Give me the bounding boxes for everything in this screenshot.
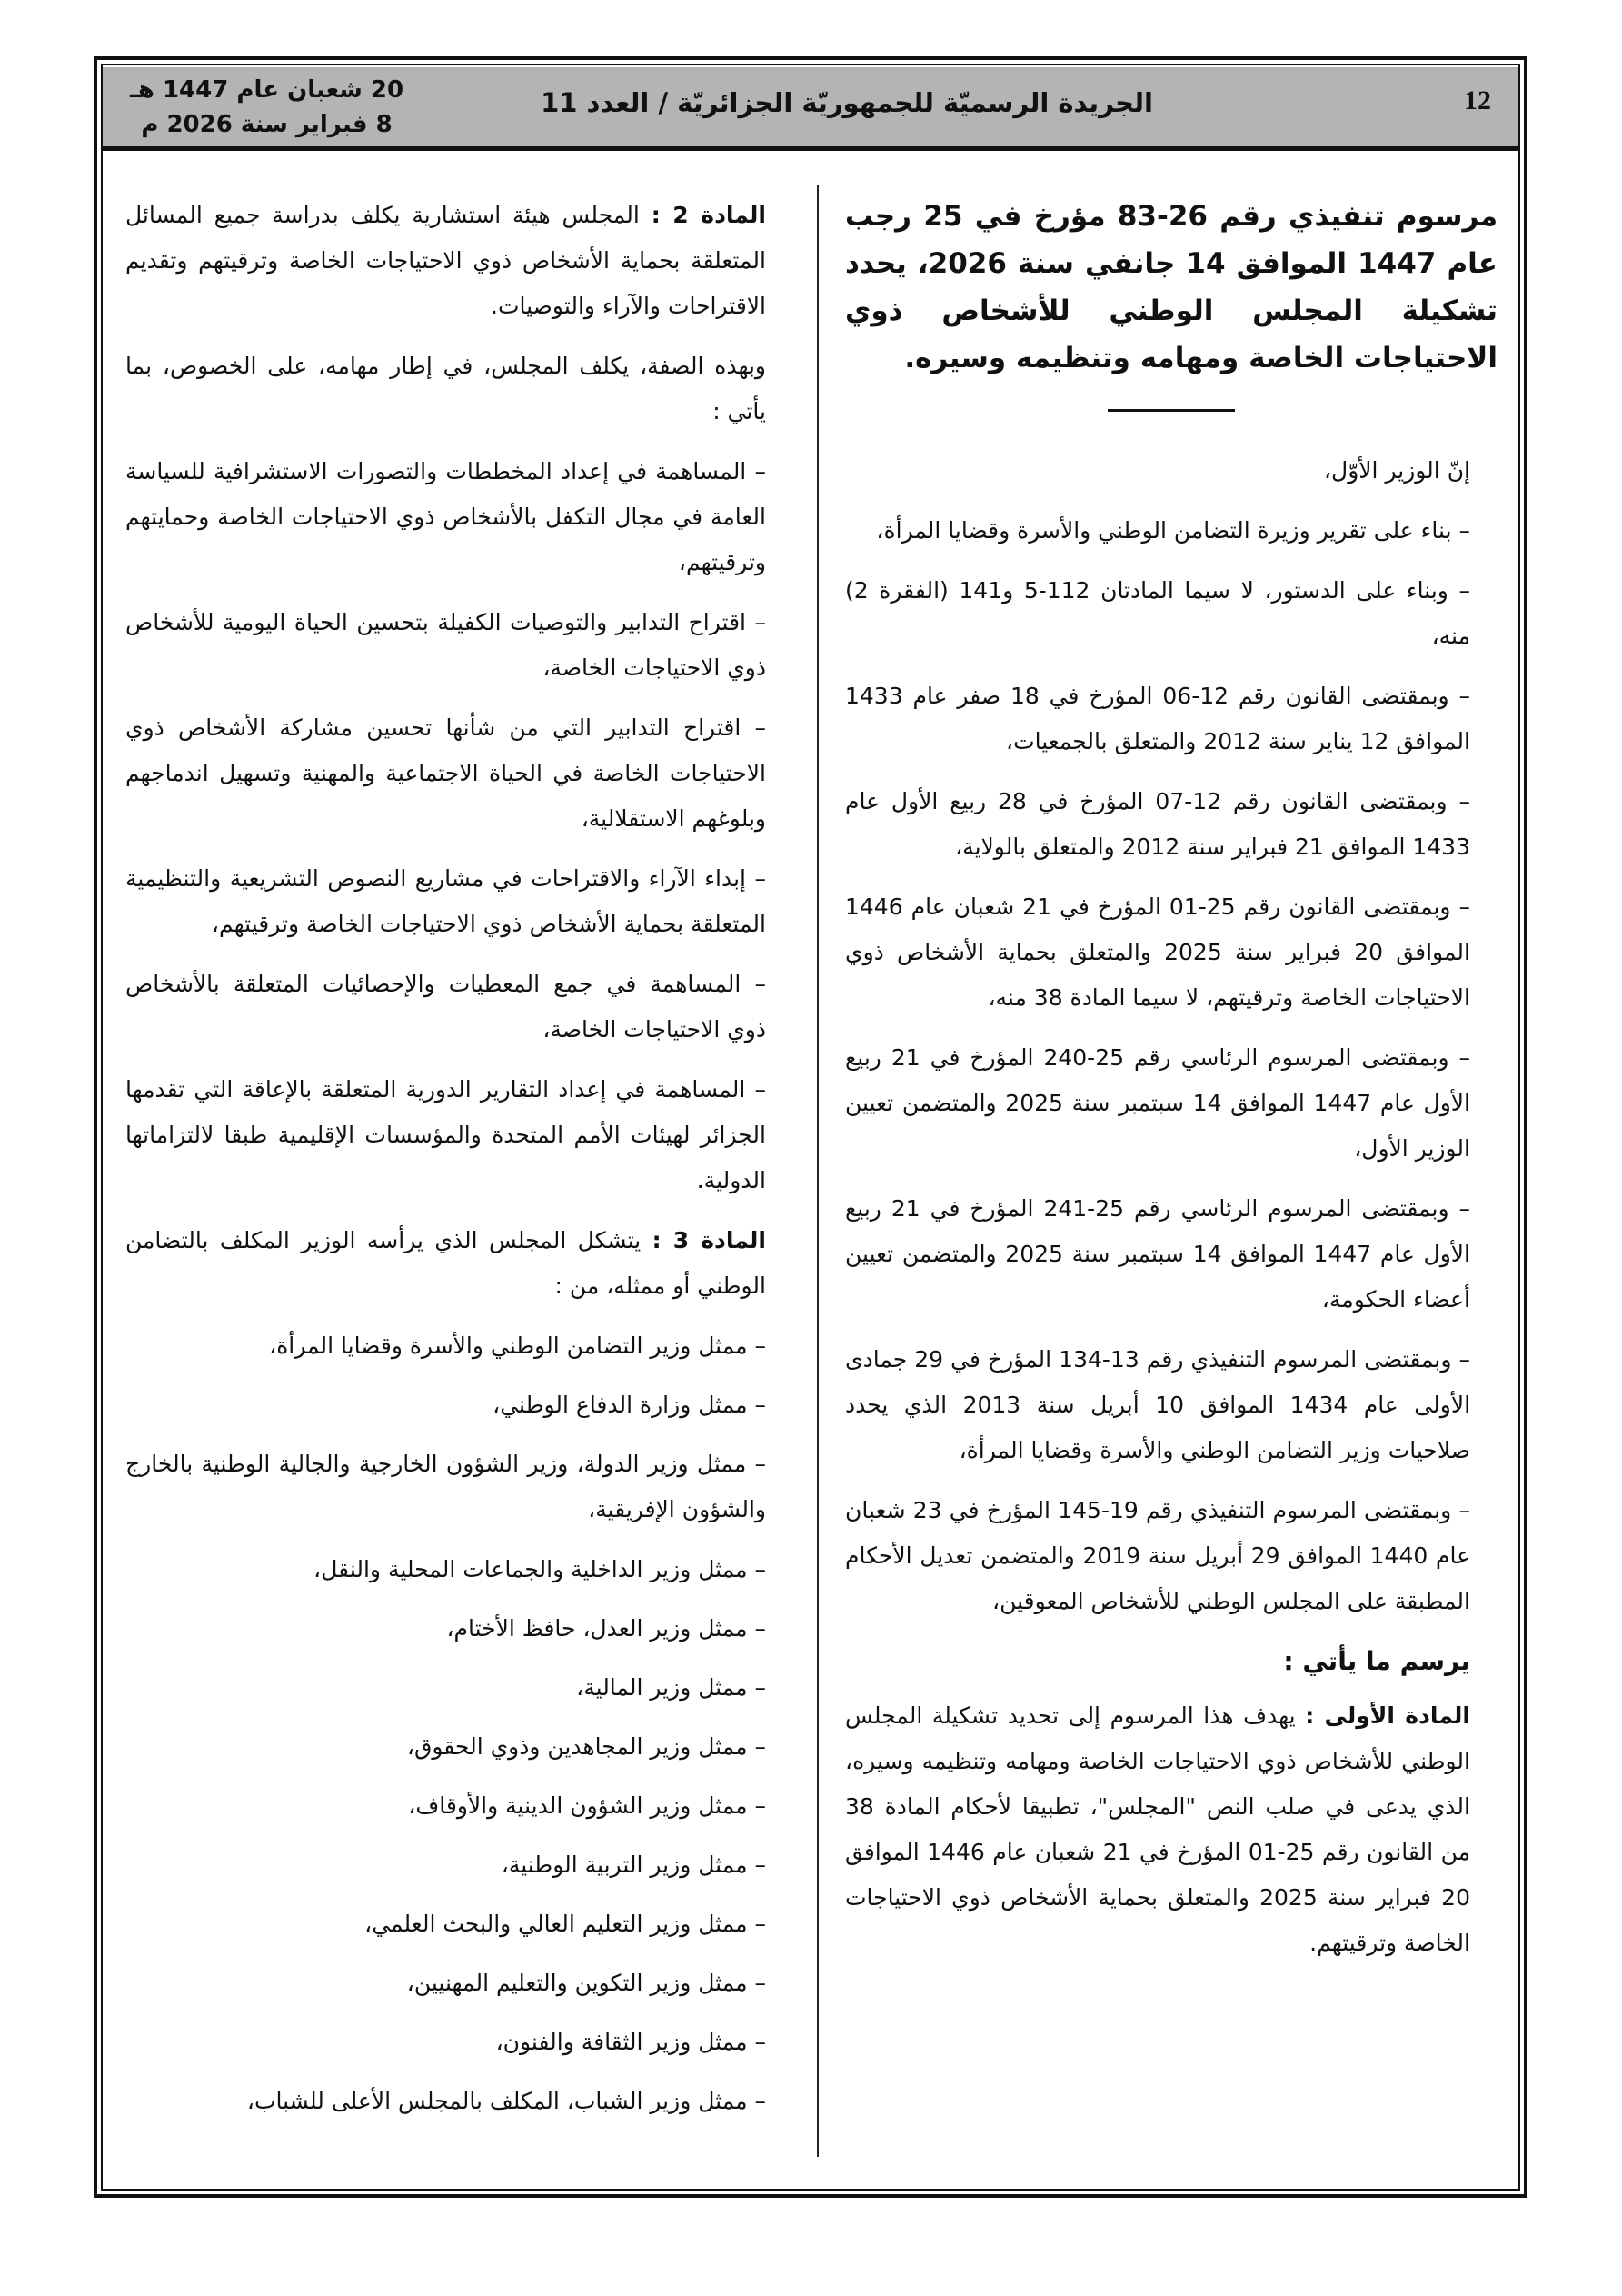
gazette-title: الجريدة الرسميّة للجمهوريّة الجزائريّة / العدد 11 — [541, 87, 1153, 118]
mission-item: – اقتراح التدابير التي من شأنها تحسين مشاركة الأشخاص ذوي الاحتياجات الخاصة في الحياة الاجتماعية والمهنية وتسهيل اندماجهم وبلوغهم الاستقلالية، — [125, 714, 766, 832]
mission-item: – اقتراح التدابير والتوصيات الكفيلة بتحسين الحياة اليومية للأشخاص ذوي الاحتياجات الخاصة، — [125, 609, 766, 681]
title-rule — [1108, 409, 1235, 412]
member-item: – ممثل وزارة الدفاع الوطني، — [493, 1392, 766, 1418]
member-item: – ممثل وزير العدل، حافظ الأختام، — [446, 1615, 766, 1642]
recital: – وبمقتضى القانون رقم 25-01 المؤرخ في 21 شعبان عام 1446 الموافق 20 فبراير سنة 2025 والمتعلق بحماية الأشخاص ذوي الاحتياجات الخاصة وترقيتهم، لا سيما المادة 38 منه، — [845, 893, 1470, 1011]
date-gregorian: 8 فبراير سنة 2026 م — [141, 111, 393, 138]
recital: – وبمقتضى المرسوم الرئاسي رقم 25-240 المؤرخ في 21 ربيع الأول عام 1447 الموافق 14 سبتمبر سنة 2025 والمتضمن تعيين الوزير الأول، — [845, 1044, 1470, 1162]
member-item: – ممثل وزير الداخلية والجماعات المحلية والنقل، — [313, 1556, 766, 1582]
article-label: المادة الأولى : — [1305, 1702, 1470, 1729]
article-text: يهدف هذا المرسوم إلى تحديد تشكيلة المجلس الوطني للأشخاص ذوي الاحتياجات الخاصة ومهامه وتنظيمه وسيره، الذي يدعى في صلب النص "المجلس"، تطبيقا لأحكام المادة 38 من القانون رقم 25-01 المؤرخ في 21 شعبان عام 1446 الموافق 20 فبراير سنة 2025 والمتعلق بحماية الأشخاص ذوي الاحتياجات الخاصة وترقيتهم. — [845, 1702, 1470, 1956]
article-label: المادة 3 : — [652, 1227, 766, 1253]
member-item: – ممثل وزير المجاهدين وذوي الحقوق، — [406, 1733, 766, 1760]
member-item: – ممثل وزير الدولة، وزير الشؤون الخارجية والجالية الوطنية بالخارج والشؤون الإفريقية، — [125, 1451, 766, 1522]
article-3 — [125, 1218, 793, 1309]
member-item: – ممثل وزير المالية، — [576, 1674, 766, 1701]
article-1 — [845, 1693, 1498, 1966]
decrees-heading: يرسم ما يأتي : — [1283, 1646, 1470, 1676]
column-divider — [817, 185, 819, 2157]
right-column — [845, 193, 1498, 1981]
article-2 — [125, 193, 793, 329]
gazette-header — [103, 67, 1518, 151]
article-2-intro: وبهذه الصفة، يكلف المجلس، في إطار مهامه، على الخصوص، بما يأتي : — [125, 353, 766, 424]
member-item: – ممثل وزير الشؤون الدينية والأوقاف، — [408, 1792, 766, 1819]
left-column — [125, 193, 793, 2138]
article-text: يتشكل المجلس الذي يرأسه الوزير المكلف بالتضامن الوطني أو ممثله، من : — [125, 1227, 766, 1299]
page-number: 12 — [1464, 85, 1491, 115]
member-item: – ممثل وزير التضامن الوطني والأسرة وقضايا المرأة، — [269, 1333, 766, 1359]
member-item: – ممثل وزير التربية الوطنية، — [501, 1852, 766, 1878]
member-item: – ممثل وزير الشباب، المكلف بالمجلس الأعلى للشباب، — [246, 2088, 766, 2114]
recital: – بناء على تقرير وزيرة التضامن الوطني والأسرة وقضايا المرأة، — [876, 517, 1470, 544]
member-item: – ممثل وزير التكوين والتعليم المهنيين، — [406, 1970, 766, 1996]
recital: – وبمقتضى القانون رقم 12-07 المؤرخ في 28 ربيع الأول عام 1433 الموافق 21 فبراير سنة 2012 والمتعلق بالولاية، — [845, 788, 1470, 860]
mission-item: – إبداء الآراء والاقتراحات في مشاريع النصوص التشريعية والتنظيمية المتعلقة بحماية الأشخاص ذوي الاحتياجات الخاصة وترقيتهم، — [125, 865, 766, 937]
decree-title: مرسوم تنفيذي رقم 26-83 مؤرخ في 25 رجب عام 1447 الموافق 14 جانفي سنة 2026، يحدد تشكيلة المجلس الوطني للأشخاص ذوي الاحتياجات الخاصة ومهامه وتنظيمه وسيره. — [845, 200, 1498, 374]
mission-item: – المساهمة في إعداد المخططات والتصورات الاستشرافية للسياسة العامة في مجال التكفل بالأشخاص ذوي الاحتياجات الخاصة وحمايتهم وترقيتهم، — [125, 458, 766, 575]
article-text: المجلس هيئة استشارية يكلف بدراسة جميع المسائل المتعلقة بحماية الأشخاص ذوي الاحتياجات الخاصة وترقيتهم وتقديم الاقتراحات والآراء والتوصيات. — [125, 202, 766, 319]
mission-item: – المساهمة في إعداد التقارير الدورية المتعلقة بالإعاقة التي تقدمها الجزائر لهيئات الأمم المتحدة والمؤسسات الإقليمية طبقا لالتزاماتها الدولية. — [125, 1076, 766, 1193]
recital: – وبمقتضى المرسوم التنفيذي رقم 13-134 المؤرخ في 29 جمادى الأولى عام 1434 الموافق 10 أبريل سنة 2013 الذي يحدد صلاحيات وزير التضامن الوطني والأسرة وقضايا المرأة، — [845, 1346, 1471, 1463]
recital: – وبناء على الدستور، لا سيما المادتان 112-5 و141 (الفقرة 2) منه، — [845, 577, 1470, 649]
member-item: – ممثل وزير الثقافة والفنون، — [495, 2029, 766, 2055]
recital: – وبمقتضى المرسوم التنفيذي رقم 19-145 المؤرخ في 23 شعبان عام 1440 الموافق 29 أبريل سنة 2019 والمتضمن تعديل الأحكام المطبقة على المجلس الوطني للأشخاص المعوقين، — [845, 1497, 1470, 1614]
member-item: – ممثل وزير التعليم العالي والبحث العلمي، — [364, 1911, 766, 1937]
recital: – وبمقتضى المرسوم الرئاسي رقم 25-241 المؤرخ في 21 ربيع الأول عام 1447 الموافق 14 سبتمبر سنة 2025 والمتضمن تعيين أعضاء الحكومة، — [845, 1195, 1470, 1313]
mission-item: – المساهمة في جمع المعطيات والإحصائيات المتعلقة بالأشخاص ذوي الاحتياجات الخاصة، — [125, 971, 766, 1043]
opening: إنّ الوزير الأوّل، — [1323, 457, 1470, 484]
date-hijri: 20 شعبان عام 1447 هـ — [130, 76, 404, 104]
article-label: المادة 2 : — [651, 202, 767, 228]
recital: – وبمقتضى القانون رقم 12-06 المؤرخ في 18 صفر عام 1433 الموافق 12 يناير سنة 2012 والمتعلق بالجمعيات، — [845, 683, 1470, 754]
issue-date — [130, 73, 403, 142]
